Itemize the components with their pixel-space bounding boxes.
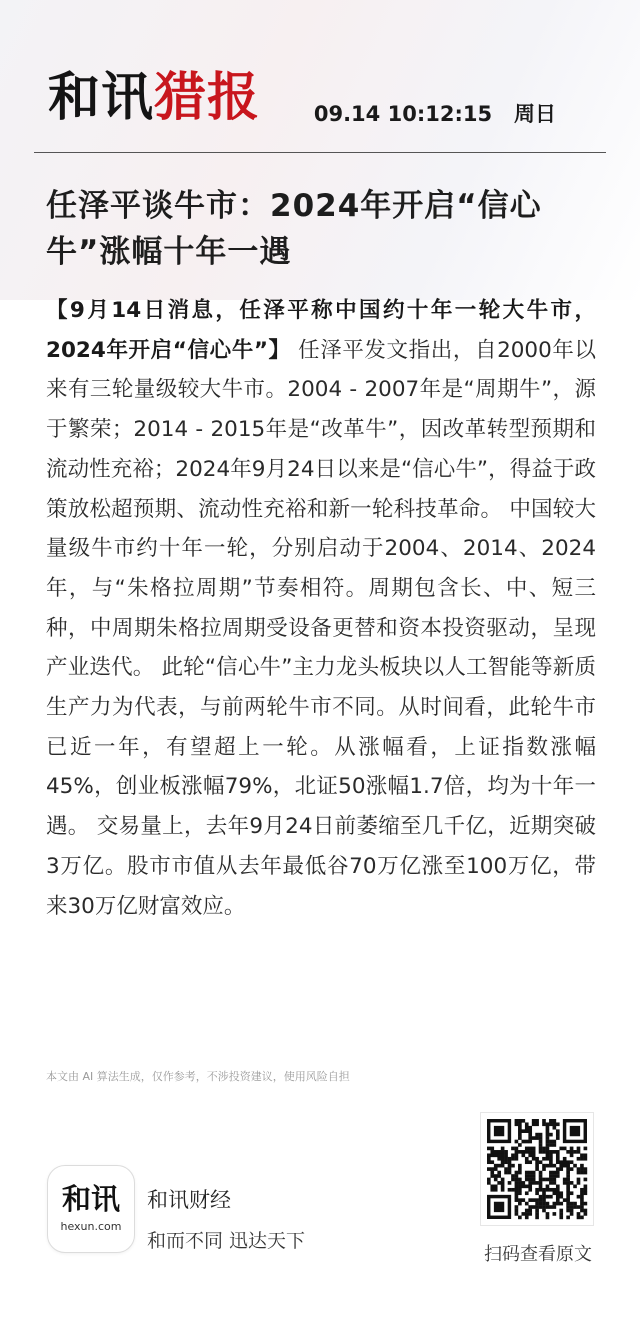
page-header (48, 68, 608, 128)
qr-code-icon[interactable] (480, 1112, 594, 1226)
article-text: 任泽平发文指出，自2000年以来有三轮量级较大牛市。2004 - 2007年是“周期牛”，源于繁荣；2014 - 2015年是“改革牛”，因改革转型预期和流动性充裕；2024年9月24日以来是“信心牛”，得益于政策放松超预期、流动性充裕和新一轮科技革命。 中国较大量级牛市约十年一轮，分别启动于2004、2014、2024年，与“朱格拉周期”节奏相符。周期包含长、中、短三种，中周期朱格拉周期受设备更替和资本投资驱动，呈现产业迭代。 此轮“信心牛”主力龙头板块以人工智能等新质生产力为代表，与前两轮牛市不同。从时间看，此轮牛市已近一年，有望超上一轮。从涨幅看，上证指数涨幅45%，创业板涨幅79%，北证50涨幅1.7倍，均为十年一遇。 交易量上，去年9月24日前萎缩至几千亿，近期突破3万亿。股市市值从去年最低谷70万亿涨至100万亿，带来30万亿财富效应。 (46, 337, 596, 919)
publish-timestamp: 09.14 10:12:15 周日 (313, 102, 556, 126)
app-icon-logo: 和讯 (61, 1182, 120, 1216)
qr-code-graphic (481, 1113, 593, 1225)
logo-liebao-text: 猎报 (154, 68, 261, 128)
brand-name: 和讯财经 (147, 1188, 231, 1212)
app-icon-domain: hexun.com (60, 1220, 122, 1233)
qr-caption: 扫码查看原文 (484, 1244, 592, 1265)
hexun-app-icon (47, 1165, 135, 1253)
article-lead: 【9月14日消息，任泽平称中国约十年一轮大牛市，2024年开启“信心牛”】 (46, 298, 596, 363)
brand-slogan: 和而不同 迅达天下 (147, 1230, 306, 1252)
header-divider (34, 152, 606, 153)
article-body (46, 291, 596, 926)
article-title: 任泽平谈牛市：2024年开启“信心牛”涨幅十年一遇 (46, 188, 542, 270)
hexun-liebao-logo (48, 68, 260, 128)
ai-disclaimer: 本文由 AI 算法生成，仅作参考，不涉投资建议，使用风险自担 (46, 1070, 350, 1083)
logo-hexun-text: 和讯 (48, 68, 155, 128)
